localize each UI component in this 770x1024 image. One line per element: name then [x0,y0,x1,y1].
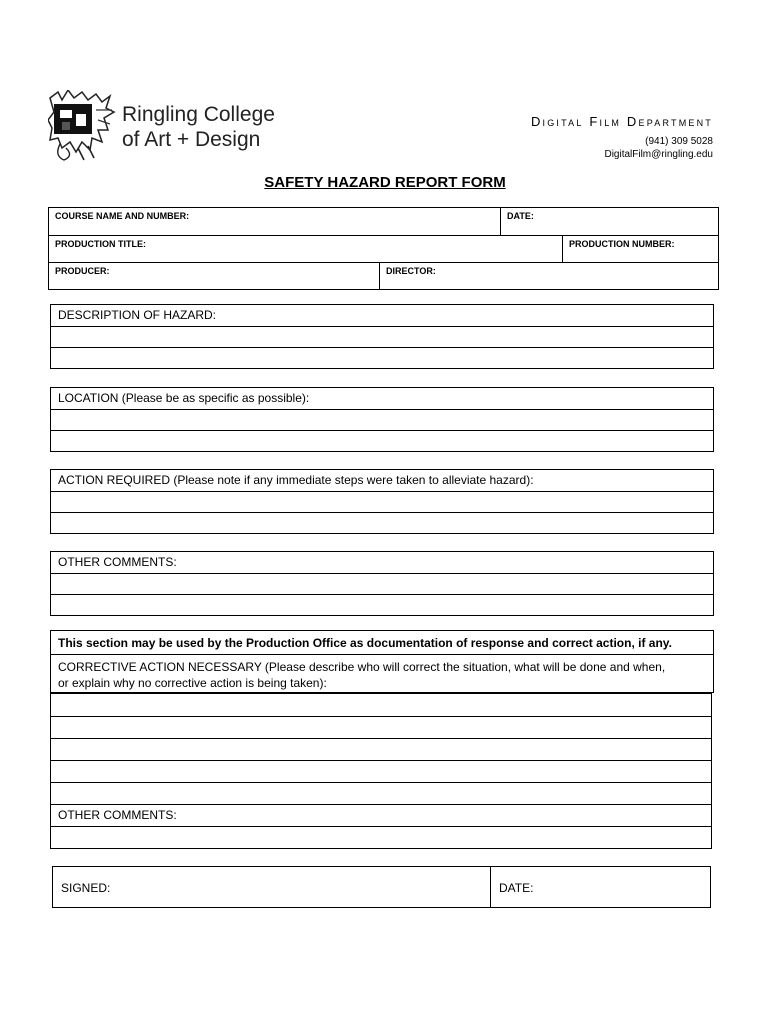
production-title-field[interactable]: PRODUCTION TITLE: [55,239,146,249]
director-field[interactable]: DIRECTOR: [379,263,718,289]
production-office-section [50,630,714,849]
location-label: LOCATION (Please be as specific as possible): [58,391,310,405]
course-field[interactable]: COURSE NAME AND NUMBER: [55,211,190,221]
department-header [531,114,713,161]
production-number-field[interactable]: PRODUCTION NUMBER: [562,236,718,262]
action-line[interactable] [51,491,713,512]
action-section [50,469,714,534]
action-label: ACTION REQUIRED (Please note if any immediate steps were taken to alleviate hazard): [58,473,534,487]
other-comments-section [50,551,714,616]
other-comments-label: OTHER COMMENTS: [58,555,177,569]
producer-field[interactable]: PRODUCER: [55,266,110,276]
corrective-action-line[interactable] [51,782,711,804]
production-office-heading: This section may be used by the Production Office as documentation of response and correct action, if any. [51,631,713,655]
corrective-action-label: CORRECTIVE ACTION NECESSARY (Please describe who will correct the situation, what will be done and when, or explain why no corrective action is being taken): [58,660,666,690]
office-other-comments-line[interactable] [51,826,711,848]
corrective-action-line[interactable] [51,760,711,782]
action-line[interactable] [51,512,713,533]
department-name: Digital Film Department [530,114,713,129]
department-phone: (941) 309 5028 [645,136,713,147]
college-logo-mark [48,90,116,162]
date-field[interactable]: DATE: [500,208,718,235]
description-section [50,304,714,369]
other-comments-line[interactable] [51,573,713,594]
signature-row [52,866,711,908]
location-line[interactable] [51,430,713,451]
location-line[interactable] [51,409,713,430]
form-title: SAFETY HAZARD REPORT FORM [264,174,506,191]
corrective-action-line[interactable] [51,738,711,760]
description-line[interactable] [51,326,713,347]
signature-date-field[interactable]: DATE: [490,867,710,907]
office-other-comments-label: OTHER COMMENTS: [51,804,711,826]
description-label: DESCRIPTION OF HAZARD: [58,308,217,322]
department-email: DigitalFilm@ringling.edu [604,149,713,160]
corrective-action-line[interactable] [51,694,711,716]
other-comments-line[interactable] [51,594,713,615]
college-logo-text: Ringling College of Art + Design [122,103,275,151]
corrective-action-line[interactable] [51,716,711,738]
info-table [48,207,719,290]
signed-field[interactable]: SIGNED: [61,881,111,895]
description-line[interactable] [51,347,713,368]
location-section [50,387,714,452]
